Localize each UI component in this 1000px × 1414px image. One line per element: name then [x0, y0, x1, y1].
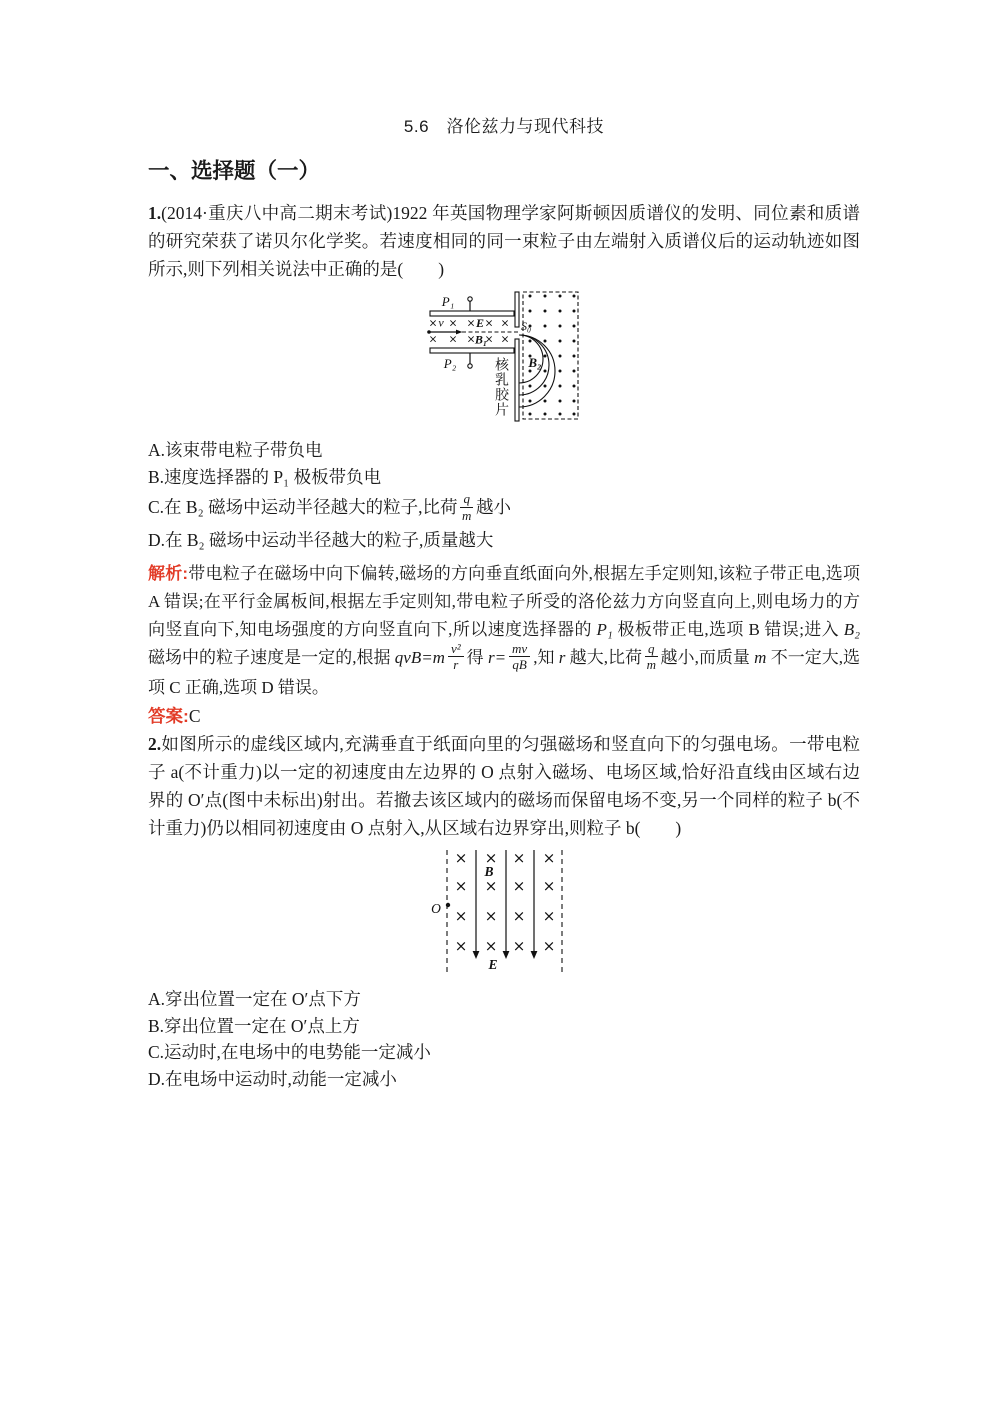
arrowhead-icon: [473, 951, 480, 959]
analysis-var-p1: P₁: [596, 619, 613, 639]
svg-text:×: ×: [500, 317, 510, 330]
bottom-terminal-icon: [468, 364, 472, 368]
svg-text:×: ×: [542, 877, 556, 896]
q1-option-d: D.在 B₂ 磁场中运动半径越大的粒子,质量越大: [148, 530, 494, 551]
fraction-denominator: r: [453, 657, 459, 673]
svg-text:×: ×: [454, 907, 468, 926]
fraction-numerator: q: [645, 642, 658, 658]
svg-text:×: ×: [428, 317, 438, 330]
q1-option-a: A.该束带电粒子带负电: [148, 440, 323, 460]
fraction-mv-over-qb: [509, 642, 530, 672]
svg-text:×: ×: [448, 333, 458, 346]
analysis-var-b2: B₂: [843, 619, 861, 639]
svg-text:×: ×: [500, 333, 510, 346]
section-heading: 一、选择题（一）: [148, 159, 321, 183]
q2-stem: [148, 730, 860, 842]
top-terminal-icon: [468, 297, 472, 301]
q1-option-b: B.速度选择器的 P₁ 极板带负电: [148, 466, 382, 487]
q2-option-a: A.穿出位置一定在 O′点下方: [148, 989, 361, 1010]
b-flux-into-page-symbols: [455, 849, 556, 955]
q2-option-c: C.运动时,在电场中的电势能一定减小: [148, 1042, 431, 1063]
svg-text:×: ×: [542, 937, 556, 956]
fraction-numerator: mv: [509, 642, 530, 658]
wall-lower: [515, 339, 519, 421]
svg-text:×: ×: [448, 317, 458, 330]
worksheet-page: [148, 0, 860, 1092]
q2-option-b: B.穿出位置一定在 O′点上方: [148, 1015, 360, 1036]
arrowhead-icon: [503, 951, 510, 959]
page-title: 5.6 洛伦兹力与现代科技: [403, 117, 605, 136]
q2-option-d: D.在电场中运动时,动能一定减小: [148, 1068, 397, 1089]
mass-spectrometer-diagram: [425, 289, 583, 429]
plate-p2-label: P₂: [443, 356, 457, 371]
fraction-numerator: v²: [448, 642, 464, 658]
point-o-label: O: [431, 901, 441, 917]
svg-text:×: ×: [484, 937, 498, 956]
q2-figure: [148, 848, 860, 978]
q1-stem-text: (2014·重庆八中高二期末考试)1922 年英国物理学家阿斯顿因质谱仪的发明、同位素和质谱的研究荣获了诺贝尔化学奖。若速度相同的同一束粒子由左端射入质谱仪后的运动轨迹如图所示,则下列相关说法中正确的是( ): [148, 203, 860, 279]
svg-text:×: ×: [484, 333, 494, 346]
svg-text:×: ×: [512, 937, 526, 956]
fraction-denominator: m: [462, 507, 472, 523]
analysis-seg5: ,知: [533, 647, 559, 667]
b-field-label: B: [484, 864, 494, 880]
answer-label: 答案:: [148, 706, 189, 727]
svg-text:×: ×: [466, 333, 476, 346]
analysis-seg6: 越大,比荷: [565, 647, 643, 667]
fraction-denominator: qB: [512, 657, 527, 673]
svg-text:×: ×: [512, 849, 526, 868]
svg-text:×: ×: [484, 877, 498, 896]
q1-number: 1.: [148, 203, 162, 223]
svg-text:×: ×: [484, 849, 498, 868]
formula1-lhs: qvB=m: [394, 647, 445, 667]
fraction-q-over-m: [460, 492, 473, 522]
e-field-label: E: [488, 957, 498, 973]
q2-stem-text: 如图所示的虚线区域内,充满垂直于纸面向里的匀强磁场和竖直向下的匀强电场。一带电粒子 a(不计重力)以一定的初速度由左边界的 O 点射入磁场、电场区域,恰好沿直线由区域右边界的 O′点(图中未标出)射出。若撤去该区域内的磁场而保留电场不变,另一个同样的粒子 b(不计重力)仍以相同初速度由 O 点射入,从区域右边界穿出,则粒子 b( ): [148, 734, 860, 839]
analysis-seg1: 带电粒子在磁场中向下偏转,磁场的方向垂直纸面向外,根据左手定则知,该粒子带正电,选项 A 错误;在平行金属板间,根据左手定则知,带电粒子所受的洛伦兹力方向竖直向上,则电场力的方向竖直向下,知电场强度的方向竖直向下,所以速度选择器的: [148, 563, 860, 639]
answer-value: C: [188, 706, 201, 727]
svg-text:×: ×: [454, 937, 468, 956]
plate-p2: [430, 348, 514, 353]
q1-answer-line: [148, 702, 860, 730]
wall-upper: [515, 292, 519, 327]
b1-field-label: B₁: [474, 332, 488, 347]
entry-point-dot: [446, 903, 450, 907]
svg-text:×: ×: [484, 317, 494, 330]
svg-text:×: ×: [512, 907, 526, 926]
q2-number: 2.: [148, 734, 162, 755]
analysis-var-m: m: [754, 647, 767, 667]
nuclear-emulsion-film-label: 核乳胶片: [493, 357, 508, 417]
track-arc-large: [519, 335, 555, 407]
q1-option-c: [148, 491, 860, 524]
analysis-seg2: 极板带正电,选项 B 错误;进入: [612, 619, 844, 639]
b2-field-label: B₂: [528, 355, 542, 370]
analysis-seg7: 越小,而质量: [660, 647, 755, 667]
analysis-seg3: 磁场中的粒子速度是一定的,根据: [148, 647, 395, 667]
fraction-denominator: m: [646, 657, 656, 673]
analysis-seg4: 得: [466, 647, 488, 667]
q1-option-c-post: 越小: [475, 497, 511, 518]
q1-figure: [148, 289, 860, 429]
svg-text:×: ×: [484, 907, 498, 926]
svg-text:×: ×: [542, 849, 556, 868]
q1-analysis: [148, 560, 860, 702]
fraction-numerator: q: [460, 492, 473, 508]
analysis-label: 解析:: [148, 563, 189, 583]
plate-p1-label: P₁: [441, 294, 455, 309]
svg-text:×: ×: [466, 317, 476, 330]
fraction-q-over-m: [645, 642, 658, 672]
velocity-label: v: [438, 315, 444, 330]
arrowhead-icon: [531, 951, 538, 959]
svg-text:×: ×: [512, 877, 526, 896]
field-region-diagram: [429, 848, 579, 978]
q1-option-c-pre: C.在 B₂ 磁场中运动半径越大的粒子,比荷: [148, 497, 458, 518]
analysis-seg8: 不一定大,选项 C 正确,选项 D 错误。: [148, 647, 861, 698]
slit-s0-label: S₀: [521, 319, 532, 333]
svg-text:×: ×: [454, 877, 468, 896]
formula2-lhs: r=: [487, 647, 507, 667]
e-field-label: E: [475, 316, 485, 330]
svg-text:×: ×: [542, 907, 556, 926]
analysis-var-r: r: [558, 647, 566, 667]
field-region-svg: [429, 848, 579, 978]
q1-stem: [148, 199, 860, 283]
svg-text:×: ×: [428, 333, 438, 346]
fraction-v2-over-r: [448, 642, 464, 672]
svg-text:×: ×: [454, 849, 468, 868]
